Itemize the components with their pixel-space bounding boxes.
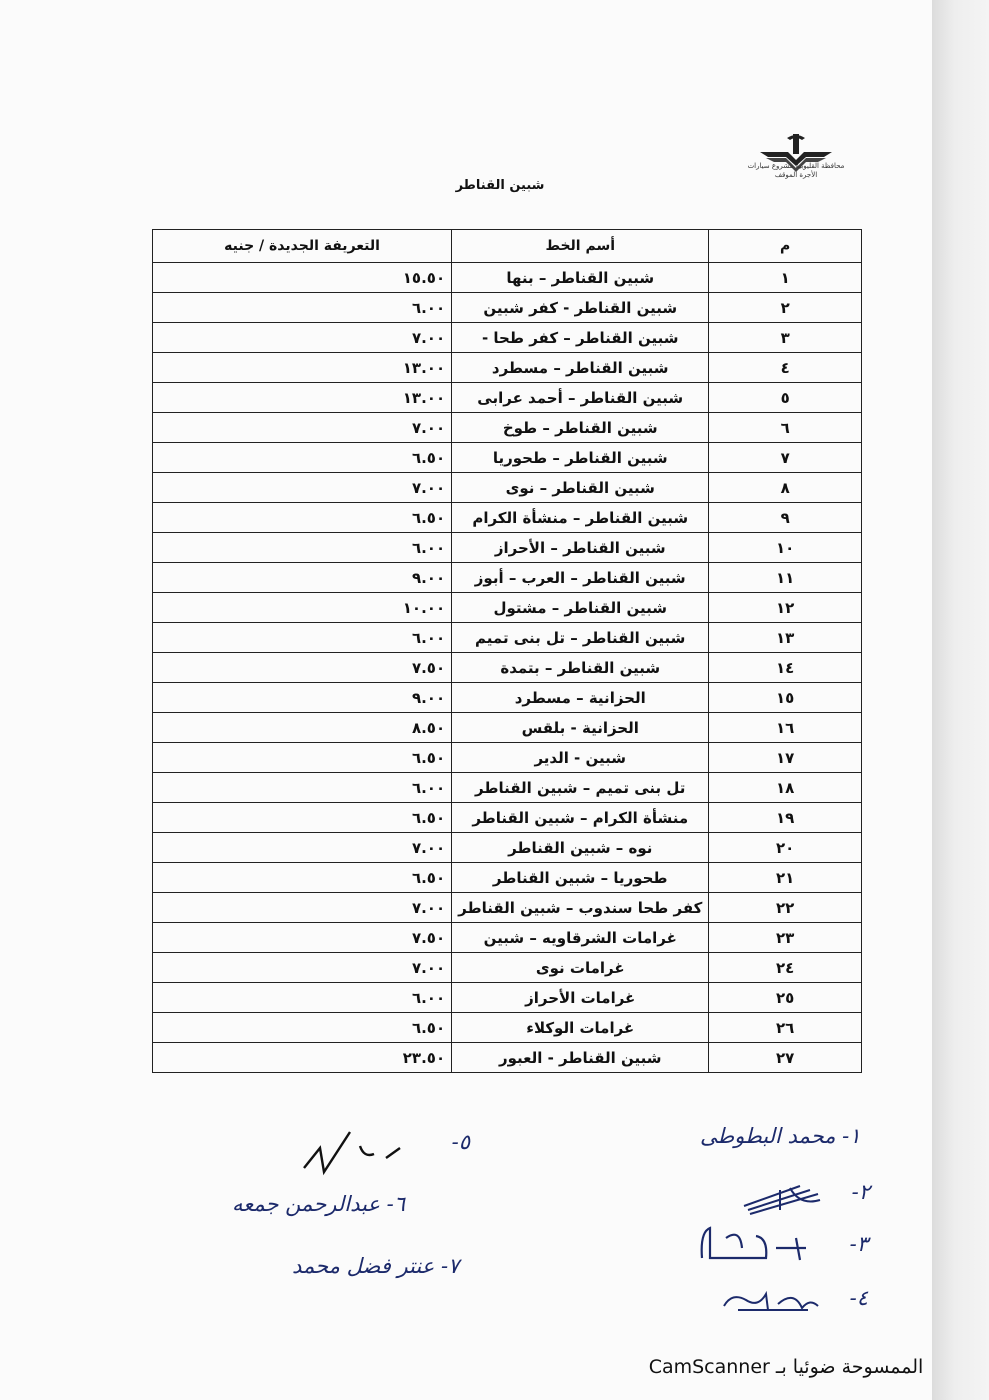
row-number-cell: ٢٧	[709, 1043, 862, 1073]
line-name-cell: نوه – شبين القناطر	[452, 833, 709, 863]
table-row	[153, 503, 862, 533]
line-name-cell: طحوريا – شبين القناطر	[452, 863, 709, 893]
column-header-line-name: أسم الخط	[452, 230, 709, 263]
table-row	[153, 953, 862, 983]
row-number-cell: ٤	[709, 353, 862, 383]
signature-5-text: ٥-	[451, 1130, 470, 1154]
line-name-cell: غرامات الوكلاء	[452, 1013, 709, 1043]
fare-cell: ٦.٠٠	[153, 773, 452, 803]
fare-cell: ٦.٠٠	[153, 623, 452, 653]
table-row	[153, 683, 862, 713]
fare-cell: ٦.٠٠	[153, 983, 452, 1013]
line-name-cell: شبين القناطر – أحمد عرابى	[452, 383, 709, 413]
row-number-cell: ٥	[709, 383, 862, 413]
fare-cell: ١٥.٥٠	[153, 263, 452, 293]
line-name-cell: غرامات الشرقاويه – شبين	[452, 923, 709, 953]
row-number-cell: ١٠	[709, 533, 862, 563]
line-name-cell: الحزانية – مسطرد	[452, 683, 709, 713]
line-name-cell: شبين القناطر – الأحراز	[452, 533, 709, 563]
row-number-cell: ١٥	[709, 683, 862, 713]
signature-7-text: ٧- عنتر فضل محمد	[292, 1254, 460, 1278]
line-name-cell: شبين القناطر - العبور	[452, 1043, 709, 1073]
row-number-cell: ١١	[709, 563, 862, 593]
table-row	[153, 1013, 862, 1043]
page-title: شبين القناطر	[455, 178, 545, 193]
row-number-cell: ٦	[709, 413, 862, 443]
table-row	[153, 713, 862, 743]
table-row	[153, 473, 862, 503]
line-name-cell: شبين القناطر – نوى	[452, 473, 709, 503]
fare-cell: ٦.٠٠	[153, 293, 452, 323]
fare-table-body	[153, 263, 862, 1073]
fare-cell: ٩.٠٠	[153, 563, 452, 593]
signature-2-scribble-icon	[740, 1176, 830, 1216]
table-row	[153, 563, 862, 593]
line-name-cell: الحزانية - بلقس	[452, 713, 709, 743]
fare-cell: ٢٣.٥٠	[153, 1043, 452, 1073]
signature-3-text: ٣-	[849, 1232, 868, 1256]
column-header-new-fare: التعريفة الجديدة / جنيه	[153, 230, 452, 263]
table-row	[153, 773, 862, 803]
table-row	[153, 293, 862, 323]
signature-5-scribble-icon	[290, 1128, 420, 1178]
fare-cell: ٧.٠٠	[153, 833, 452, 863]
table-header-row	[153, 230, 862, 263]
fare-cell: ٧.٠٠	[153, 473, 452, 503]
row-number-cell: ١	[709, 263, 862, 293]
table-row	[153, 383, 862, 413]
row-number-cell: ١٩	[709, 803, 862, 833]
fare-cell: ٦.٥٠	[153, 863, 452, 893]
row-number-cell: ٩	[709, 503, 862, 533]
fare-cell: ٦.٥٠	[153, 803, 452, 833]
fare-cell: ٦.٥٠	[153, 743, 452, 773]
row-number-cell: ٢	[709, 293, 862, 323]
row-number-cell: ٢٦	[709, 1013, 862, 1043]
signature-1-text: ١- محمد البطوطى	[700, 1124, 861, 1148]
fare-cell: ٨.٥٠	[153, 713, 452, 743]
fare-cell: ٧.٠٠	[153, 413, 452, 443]
table-row	[153, 653, 862, 683]
signature-4-scribble-icon	[718, 1280, 828, 1320]
table-row	[153, 893, 862, 923]
table-row	[153, 323, 862, 353]
table-row	[153, 443, 862, 473]
row-number-cell: ١٣	[709, 623, 862, 653]
table-row	[153, 923, 862, 953]
logo-caption: محافظة القليوبية مشروع سيارات الأجرة الموقف	[747, 162, 845, 179]
row-number-cell: ٣	[709, 323, 862, 353]
signature-3	[696, 1218, 868, 1272]
signature-3-scribble-icon	[696, 1218, 826, 1272]
line-name-cell: كفر طحا سندوب – شبين القناطر	[452, 893, 709, 923]
line-name-cell: شبين القناطر – مشتول	[452, 593, 709, 623]
line-name-cell: شبين القناطر – منشأة الكرام	[452, 503, 709, 533]
row-number-cell: ١٨	[709, 773, 862, 803]
table-row	[153, 743, 862, 773]
row-number-cell: ٢٣	[709, 923, 862, 953]
table-row	[153, 1043, 862, 1073]
table-row	[153, 833, 862, 863]
table-row	[153, 803, 862, 833]
signature-6-text: ٦- عبدالرحمن جمعه	[232, 1192, 406, 1216]
line-name-cell: شبين القناطر – مسطرد	[452, 353, 709, 383]
fare-cell: ٩.٠٠	[153, 683, 452, 713]
row-number-cell: ١٢	[709, 593, 862, 623]
fare-cell: ٦.٥٠	[153, 443, 452, 473]
table-row	[153, 353, 862, 383]
fare-cell: ٧.٥٠	[153, 923, 452, 953]
signature-2-text: ٢-	[851, 1180, 870, 1204]
row-number-cell: ٧	[709, 443, 862, 473]
row-number-cell: ٢٥	[709, 983, 862, 1013]
table-row	[153, 413, 862, 443]
fare-table	[152, 229, 862, 1073]
fare-cell: ٧.٥٠	[153, 653, 452, 683]
line-name-cell: شبين - الدير	[452, 743, 709, 773]
row-number-cell: ٨	[709, 473, 862, 503]
signature-5	[290, 1128, 470, 1178]
fare-cell: ٦.٥٠	[153, 503, 452, 533]
signature-4-text: ٤-	[849, 1286, 868, 1310]
row-number-cell: ٢١	[709, 863, 862, 893]
fare-cell: ٧.٠٠	[153, 893, 452, 923]
line-name-cell: شبين القناطر - كفر شبين	[452, 293, 709, 323]
fare-cell: ١٣.٠٠	[153, 383, 452, 413]
line-name-cell: شبين القناطر – طحوريا	[452, 443, 709, 473]
table-row	[153, 593, 862, 623]
line-name-cell: شبين القناطر – طوخ	[452, 413, 709, 443]
fare-cell: ١٣.٠٠	[153, 353, 452, 383]
row-number-cell: ١٧	[709, 743, 862, 773]
table-row	[153, 533, 862, 563]
row-number-cell: ٢٤	[709, 953, 862, 983]
signature-1	[700, 1124, 861, 1148]
camscanner-watermark: الممسوحة ضوئيا بـ CamScanner	[648, 1356, 924, 1378]
row-number-cell: ١٤	[709, 653, 862, 683]
fare-cell: ٦.٥٠	[153, 1013, 452, 1043]
line-name-cell: شبين القناطر – بتمدة	[452, 653, 709, 683]
line-name-cell: غرامات الأحراز	[452, 983, 709, 1013]
fare-cell: ٧.٠٠	[153, 323, 452, 353]
row-number-cell: ٢٠	[709, 833, 862, 863]
table-row	[153, 263, 862, 293]
table-row	[153, 863, 862, 893]
signature-2	[740, 1176, 870, 1216]
fare-cell: ١٠.٠٠	[153, 593, 452, 623]
table-row	[153, 983, 862, 1013]
row-number-cell: ١٦	[709, 713, 862, 743]
line-name-cell: شبين القناطر – بنها	[452, 263, 709, 293]
line-name-cell: غرامات نوى	[452, 953, 709, 983]
line-name-cell: شبين القناطر – العرب – أبوز	[452, 563, 709, 593]
line-name-cell: منشأة الكرام – شبين القناطر	[452, 803, 709, 833]
signature-7	[292, 1254, 459, 1278]
fare-cell: ٧.٠٠	[153, 953, 452, 983]
line-name-cell: شبين القناطر – كفر طحا -	[452, 323, 709, 353]
line-name-cell: شبين القناطر – تل بنى تميم	[452, 623, 709, 653]
signature-6	[232, 1192, 405, 1216]
fare-cell: ٦.٠٠	[153, 533, 452, 563]
signature-4	[718, 1280, 868, 1320]
line-name-cell: تل بنى تميم – شبين القناطر	[452, 773, 709, 803]
table-row	[153, 623, 862, 653]
column-header-number: م	[709, 230, 862, 263]
row-number-cell: ٢٢	[709, 893, 862, 923]
page-edge-shadow	[932, 0, 989, 1400]
